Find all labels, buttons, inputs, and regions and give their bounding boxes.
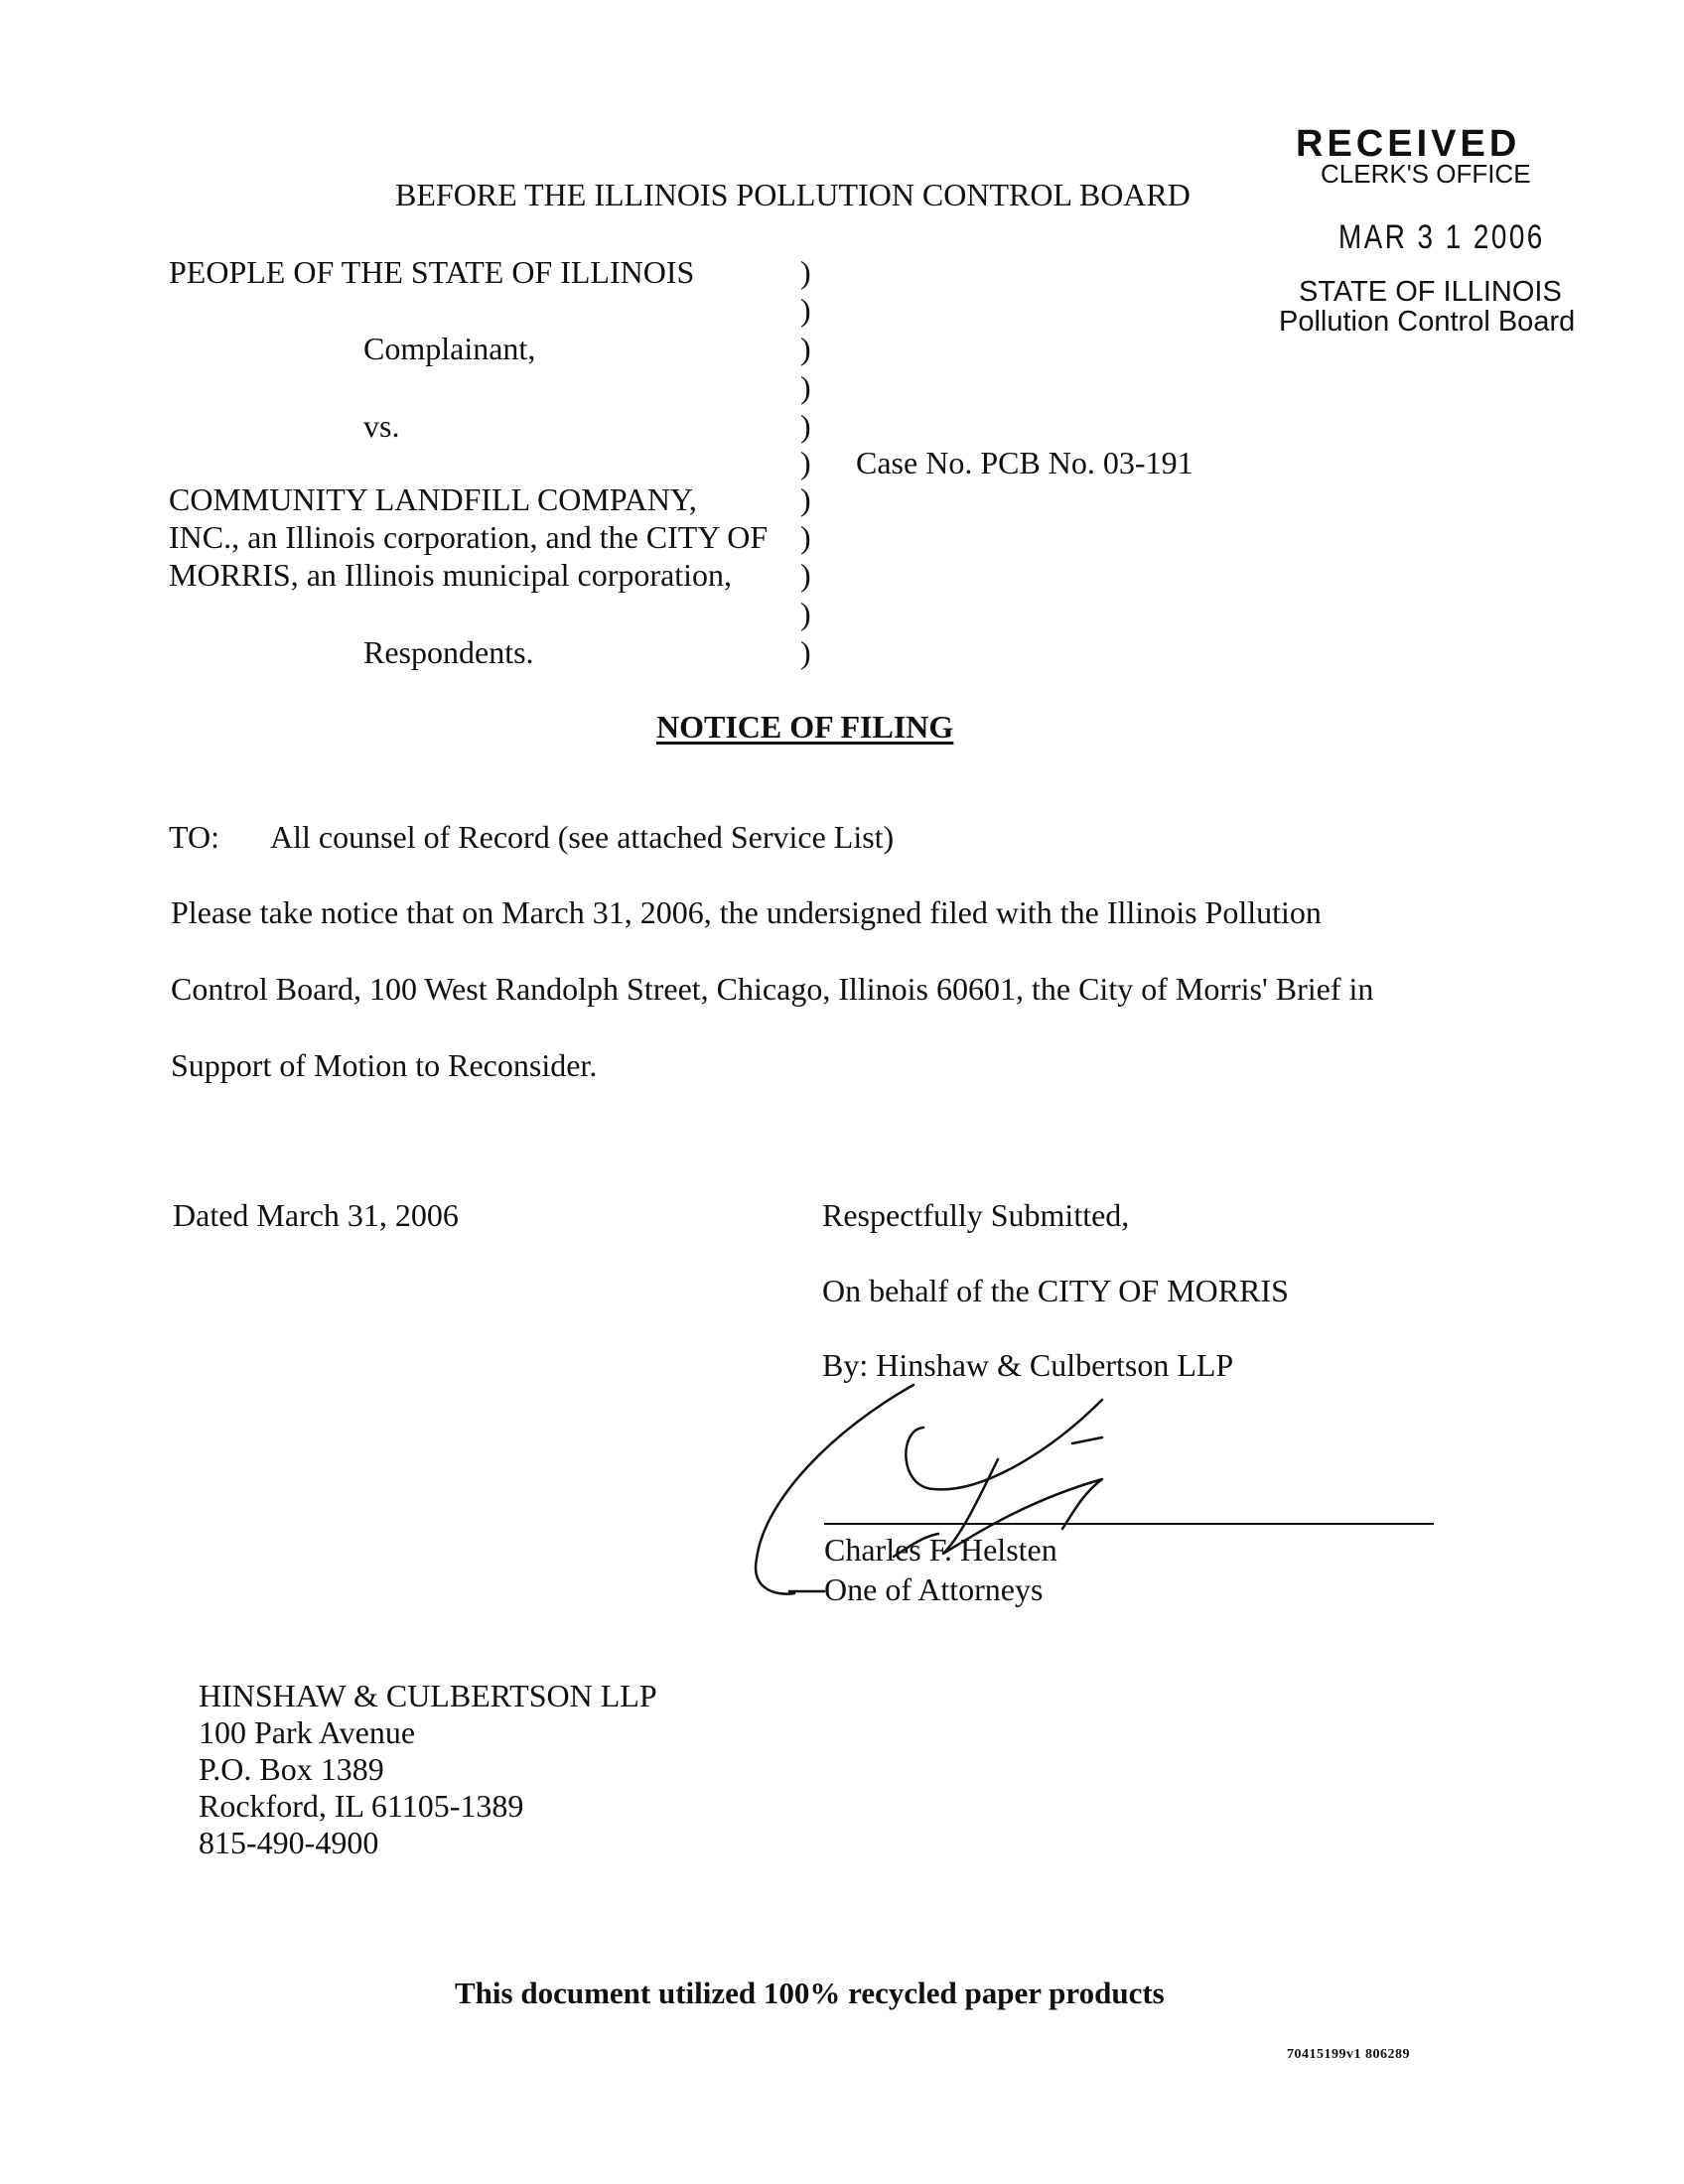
by-firm-text: By: Hinshaw & Culbertson LLP (822, 1347, 1234, 1383)
caption-paren: ) (800, 369, 811, 405)
defendant-line-2: INC., an Illinois corporation, and the CITY OF (169, 519, 769, 555)
caption-paren: ) (800, 557, 811, 593)
defendant-role: Respondents. (363, 634, 534, 670)
body-line-1: Please take notice that on March 31, 2006, the undersigned filed with the Illinois Pollution (171, 894, 1322, 930)
dated-line: Dated March 31, 2006 (173, 1197, 459, 1233)
defendant-line-3: MORRIS, an Illinois municipal corporation, (169, 557, 733, 593)
firm-name: HINSHAW & CULBERTSON LLP (199, 1678, 657, 1713)
firm-po-box: P.O. Box 1389 (199, 1751, 384, 1787)
signature-stroke (906, 1400, 1102, 1489)
firm-phone: 815-490-4900 (199, 1825, 379, 1860)
body-line-2: Control Board, 100 West Randolph Street, Chicago, Illinois 60601, the City of Morris' Brief in (171, 971, 1374, 1007)
defendant-line-1: COMMUNITY LANDFILL COMPANY, (169, 481, 697, 517)
caption-paren: ) (800, 445, 811, 480)
notice-title: NOTICE OF FILING (656, 709, 954, 745)
on-behalf-text: On behalf of the CITY OF MORRIS (822, 1273, 1289, 1308)
stamp-clerks-office: CLERK'S OFFICE (1321, 159, 1531, 189)
caption-paren: ) (800, 596, 811, 631)
caption-paren: ) (800, 519, 811, 555)
caption-paren: ) (800, 331, 811, 366)
versus-label: vs. (363, 408, 400, 444)
to-recipients: All counsel of Record (see attached Service List) (270, 819, 895, 855)
plaintiff-role: Complainant, (363, 331, 536, 366)
signature-stroke (1072, 1437, 1102, 1443)
document-id: 70415199v1 806289 (1287, 2047, 1410, 2062)
closing-text: Respectfully Submitted, (822, 1197, 1130, 1233)
plaintiff-name: PEOPLE OF THE STATE OF ILLINOIS (169, 254, 695, 290)
to-label: TO: (169, 819, 219, 855)
stamp-state: STATE OF ILLINOIS (1299, 276, 1562, 308)
stamp-board: Pollution Control Board (1279, 306, 1576, 338)
stamp-date: MAR 3 1 2006 (1338, 218, 1545, 256)
firm-city: Rockford, IL 61105-1389 (199, 1788, 524, 1824)
caption-paren: ) (800, 408, 811, 444)
caption-paren: ) (800, 254, 811, 290)
signer-role: One of Attorneys (824, 1571, 1044, 1607)
firm-street: 100 Park Avenue (199, 1714, 416, 1750)
caption-paren: ) (800, 292, 811, 328)
stamp-received: RECEIVED (1296, 123, 1521, 165)
caption-paren: ) (800, 481, 811, 517)
board-heading: BEFORE THE ILLINOIS POLLUTION CONTROL BOARD (395, 177, 1191, 212)
recycled-paper-footer: This document utilized 100% recycled paper products (455, 1976, 1165, 2010)
body-line-3: Support of Motion to Reconsider. (171, 1047, 598, 1083)
caption-paren: ) (800, 634, 811, 670)
case-number: Case No. PCB No. 03-191 (856, 445, 1193, 480)
signer-name: Charles F. Helsten (824, 1532, 1057, 1568)
signature-line (824, 1523, 1434, 1525)
